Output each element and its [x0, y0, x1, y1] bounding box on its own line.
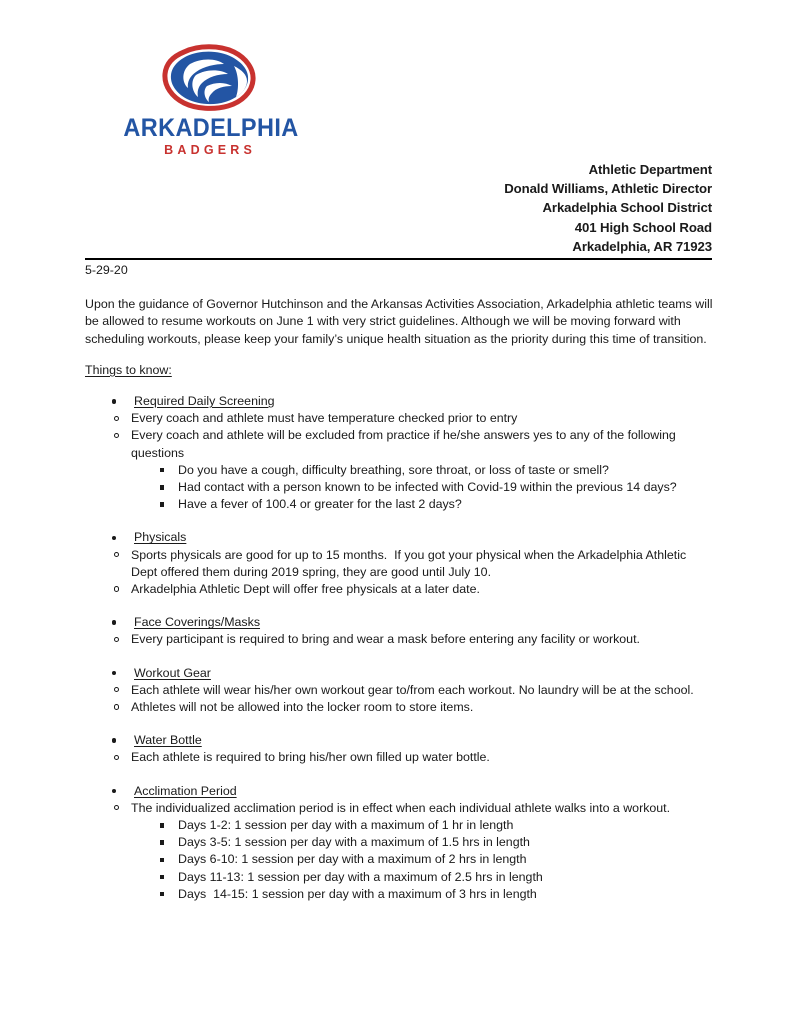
bullet-disc-icon	[112, 671, 116, 675]
letterhead-address	[504, 160, 712, 256]
bullet-square-icon	[160, 892, 164, 896]
bullet-circle-icon	[114, 433, 119, 438]
list-item	[131, 479, 715, 496]
badger-head-icon	[154, 42, 262, 114]
header-divider	[85, 258, 712, 260]
bullet-circle-icon	[114, 704, 119, 709]
bullet-disc-icon	[112, 620, 116, 624]
list-item-text: Days 14-15: 1 session per day with a maximum of 3 hrs in length	[178, 886, 537, 901]
list-item	[85, 547, 715, 581]
bullet-square-icon	[160, 468, 164, 472]
section-5-items	[85, 800, 715, 903]
school-logo	[118, 42, 299, 157]
list-item-text: Every participant is required to bring and wear a mask before entering any facility or workout.	[131, 632, 640, 647]
list-item	[85, 749, 715, 766]
section-title: Acclimation Period	[134, 783, 237, 798]
section-title: Physicals	[134, 530, 187, 545]
list-item-text: Every coach and athlete must have temperature checked prior to entry	[131, 411, 518, 426]
section-physicals	[85, 529, 715, 546]
list-item	[131, 869, 715, 886]
bullet-circle-icon	[114, 755, 119, 760]
bullet-square-icon	[160, 823, 164, 827]
list-item-text: Each athlete will wear his/her own workout gear to/from each workout. No laundry will be at the school.	[131, 682, 694, 697]
section-3-items	[85, 682, 715, 716]
letterhead-line-5: Arkadelphia, AR 71923	[572, 238, 712, 254]
list-item-text: Athletes will not be allowed into the locker room to store items.	[131, 700, 474, 715]
list-item	[131, 817, 715, 834]
logo-wordmark: ARKADELPHIA	[123, 114, 299, 142]
list-item	[85, 631, 715, 648]
list-item-text: Days 1-2: 1 session per day with a maximum of 1 hr in length	[178, 818, 514, 833]
section-title: Water Bottle	[134, 733, 202, 748]
section-0-items	[85, 410, 715, 513]
list-item-text: Arkadelphia Athletic Dept will offer free physicals at a later date.	[131, 582, 480, 597]
letterhead-line-3: Arkadelphia School District	[542, 200, 712, 216]
logo-sub-wordmark: BADGERS	[164, 143, 257, 157]
list-item-text: Do you have a cough, difficulty breathing, sore throat, or loss of taste or smell?	[178, 462, 609, 477]
section-workout-gear	[85, 665, 715, 682]
list-item	[131, 496, 715, 513]
guidelines-list	[85, 393, 715, 903]
list-item	[85, 581, 715, 598]
list-item-text: Each athlete is required to bring his/her own filled up water bottle.	[131, 750, 490, 765]
bullet-circle-icon	[114, 416, 119, 421]
bullet-square-icon	[160, 858, 164, 862]
section-title: Workout Gear	[134, 665, 211, 680]
bullet-square-icon	[160, 502, 164, 506]
section-2-items	[85, 631, 715, 648]
letterhead-line-4: 401 High School Road	[574, 219, 712, 235]
section-acclimation-period	[85, 783, 715, 800]
list-item	[131, 462, 715, 479]
letter-date: 5-29-20	[85, 263, 128, 277]
bullet-square-icon	[160, 485, 164, 489]
bullet-disc-icon	[112, 789, 116, 793]
list-item	[131, 851, 715, 868]
list-item-text: Sports physicals are good for up to 15 months. If you got your physical when the Arkadelphia Athletic Dept offered them during 2019 spring, they are good until July 10.	[131, 547, 690, 579]
section-face-coverings-masks	[85, 614, 715, 631]
section-5-subitems	[131, 817, 715, 903]
list-item-text: Had contact with a person known to be infected with Covid-19 within the previous 14 days?	[178, 480, 677, 495]
list-item	[85, 682, 715, 699]
list-item-text: Every coach and athlete will be excluded from practice if he/she answers yes to any of the following questions	[131, 428, 676, 460]
letterhead-line-1: Athletic Department	[588, 162, 712, 177]
section-water-bottle	[85, 732, 715, 749]
list-item	[131, 886, 715, 903]
intro-paragraph: Upon the guidance of Governor Hutchinson and the Arkansas Activities Association, Arkadelphia athletic teams will be allowed to resume workouts on June 1 with very strict guidelines. Although we will be moving forward with scheduling workouts, please keep your family’s unique health situation as the priority during this time of transition.	[85, 297, 713, 346]
section-title: Face Coverings/Masks	[134, 615, 261, 630]
section-4-items	[85, 749, 715, 766]
list-item-text: The individualized acclimation period is in effect when each individual athlete walks into a workout.	[131, 800, 671, 815]
things-to-know-heading: Things to know:	[85, 362, 172, 377]
section-1-items	[85, 547, 715, 599]
list-item-text: Days 3-5: 1 session per day with a maximum of 1.5 hrs in length	[178, 835, 530, 850]
section-required-daily-screening	[85, 393, 715, 410]
bullet-circle-icon	[114, 637, 119, 642]
list-item	[85, 410, 715, 427]
section-0-subitems	[131, 462, 715, 514]
list-item	[85, 699, 715, 716]
bullet-disc-icon	[112, 536, 116, 540]
list-item	[85, 427, 715, 513]
bullet-square-icon	[160, 875, 164, 879]
list-item	[131, 834, 715, 851]
bullet-circle-icon	[114, 586, 119, 591]
list-item-text: Days 11-13: 1 session per day with a maximum of 2.5 hrs in length	[178, 869, 543, 884]
bullet-disc-icon	[112, 399, 116, 403]
letterhead-line-2: Donald Williams, Athletic Director	[504, 181, 712, 197]
bullet-disc-icon	[112, 738, 116, 742]
bullet-circle-icon	[114, 805, 119, 810]
list-item-text: Have a fever of 100.4 or greater for the last 2 days?	[178, 497, 462, 512]
bullet-circle-icon	[114, 687, 119, 692]
list-item-text: Days 6-10: 1 session per day with a maximum of 2 hrs in length	[178, 852, 527, 867]
list-item	[85, 800, 715, 903]
bullet-square-icon	[160, 840, 164, 844]
section-title: Required Daily Screening	[134, 394, 275, 409]
document-body	[85, 261, 715, 903]
bullet-circle-icon	[114, 552, 119, 557]
